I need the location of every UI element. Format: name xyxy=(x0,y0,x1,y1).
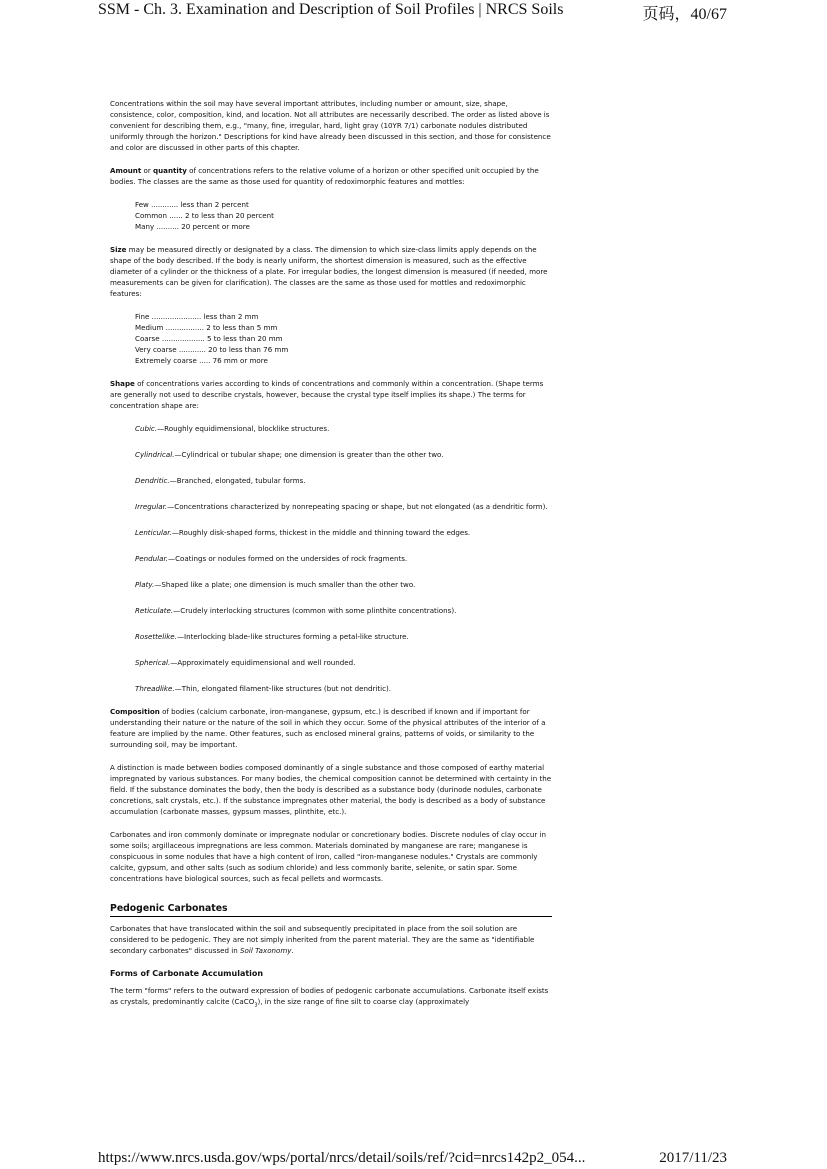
shape-item-term: Irregular. xyxy=(135,502,168,511)
shape-item xyxy=(135,501,552,512)
shape-item-desc: —Coatings or nodules formed on the undersides of rock fragments. xyxy=(167,554,408,563)
pedogenic-text-end: . xyxy=(291,946,294,955)
page-header xyxy=(0,0,827,22)
distinction-paragraph: A distinction is made between bodies composed dominantly of a single substance and those composed of earthy material impregnated by various substances. For many bodies, the chemical composition cannot be determined with certainty in the field. If the substance dominates the body, then the body is described as a substance body (durinode nodules, carbonate concretions, salt crystals, etc.). If the substance impregnates other material, the body is described as a body of substance accumulation (carbonate masses, gypsum masses, plinthite, etc.). xyxy=(110,763,552,816)
list-item: Medium ................. 2 to less than 5 mm xyxy=(135,323,278,332)
list-item: Many .......... 20 percent or more xyxy=(135,222,250,231)
forms-text: The term "forms" refers to the outward expression of bodies of pedogenic carbonate accumulations. Carbonate itself exists as crystals, predominantly calcite (CaCO xyxy=(110,986,549,1006)
shape-item-desc: —Interlocking blade-like structures forming a petal-like structure. xyxy=(176,632,409,641)
shape-item-term: Dendritic. xyxy=(135,476,170,485)
shape-item xyxy=(135,657,552,668)
shape-paragraph xyxy=(110,378,552,411)
list-item: Few ............ less than 2 percent xyxy=(135,200,249,209)
soil-taxonomy-reference: Soil Taxonomy xyxy=(240,946,292,955)
size-class-list xyxy=(135,311,552,366)
list-item: Fine ...................... less than 2 mm xyxy=(135,312,259,321)
composition-term: Composition xyxy=(110,707,160,716)
composition-paragraph xyxy=(110,706,552,750)
shape-item-desc: —Branched, elongated, tubular forms. xyxy=(169,476,306,485)
pedogenic-paragraph xyxy=(110,923,552,956)
footer-date: 2017/11/23 xyxy=(659,1150,727,1166)
shape-item-term: Platy. xyxy=(135,580,155,589)
forms-paragraph xyxy=(110,985,552,1011)
shape-text: of concentrations varies according to kinds of concentrations and commonly within a concentration. (Shape terms are generally not used to describe crystals, however, because the crystal type itself implies its shape.) The terms for concentration shape are: xyxy=(110,379,544,410)
list-item: Extremely coarse ..... 76 mm or more xyxy=(135,356,268,365)
shape-item-desc: —Thin, elongated filament-like structures (but not dendritic). xyxy=(174,684,392,693)
shape-item xyxy=(135,553,552,564)
size-term: Size xyxy=(110,245,127,254)
shape-item-term: Threadlike. xyxy=(135,684,175,693)
shape-item-term: Pendular. xyxy=(135,554,168,563)
shape-item-desc: —Roughly equidimensional, blocklike structures. xyxy=(157,424,330,433)
page-footer xyxy=(0,1150,827,1169)
shape-item xyxy=(135,449,552,460)
shape-item-desc: —Crudely interlocking structures (common with some plinthite concentrations). xyxy=(173,606,457,615)
amount-or: or xyxy=(141,166,154,175)
header-title: SSM - Ch. 3. Examination and Description of Soil Profiles | NRCS Soils xyxy=(98,1,564,18)
size-paragraph xyxy=(110,244,552,299)
amount-term: Amount xyxy=(110,166,142,175)
shape-item-desc: —Cylindrical or tubular shape; one dimension is greater than the other two. xyxy=(174,450,444,459)
forms-text-end: ), in the size range of fine silt to coarse clay (approximately xyxy=(257,997,470,1006)
shape-item-desc: —Shaped like a plate; one dimension is much smaller than the other two. xyxy=(154,580,416,589)
amount-paragraph xyxy=(110,165,552,187)
intro-paragraph: Concentrations within the soil may have several important attributes, including number or amount, size, shape, consistence, color, composition, kind, and location. Not all attributes are necessarily described. The order as listed above is convenient for describing them, e.g., "many, fine, irregular, hard, light gray (10YR 7/1) carbonate nodules distributed uniformly through the horizon." Descriptions for kind have already been discussed in this section, and those for consistence and color are discussed in other parts of this chapter. xyxy=(110,99,551,152)
shape-item-desc: —Roughly disk-shaped forms, thickest in the middle and thinning toward the edges. xyxy=(171,528,471,537)
forms-subscript: 3 xyxy=(254,1002,258,1009)
shape-term: Shape xyxy=(110,379,135,388)
size-text: may be measured directly or designated by a class. The dimension to which size-class limits apply depends on the shape of the body described. If the body is nearly uniform, the shortest dimension is measured, such as the effective diameter of a cylinder or the thickness of a plate. For irregular bodies, the longest dimension is measured (if needed, more measurements can be given for clarification). The classes are the same as those used for mottles and redoximorphic features: xyxy=(110,245,548,298)
shape-item-desc: —Approximately equidimensional and well rounded. xyxy=(170,658,356,667)
shape-item xyxy=(135,605,552,616)
amount-class-list xyxy=(135,199,552,232)
shape-item-term: Spherical. xyxy=(135,658,171,667)
carbonates-paragraph: Carbonates and iron commonly dominate or impregnate nodular or concretionary bodies. Discrete nodules of clay occur in some soils; argillaceous impregnations are less common. Materials dominated by manganese are rare; manganese is conspicuous in some nodules that have a high content of iron, called "iron-manganese nodules." Crystals are commonly calcite, gypsum, and other salts (such as sodium chloride) and less commonly barite, selenite, or satin spar. Some concentrations have biological sources, such as fecal pellets and wormcasts. xyxy=(110,830,546,883)
subsection-heading-forms: Forms of Carbonate Accumulation xyxy=(110,969,264,978)
shape-item xyxy=(135,527,552,538)
shape-item-desc: —Concentrations characterized by nonrepeating spacing or shape, but not elongated (as a dendritic form). xyxy=(167,502,548,511)
quantity-term: quantity xyxy=(153,166,187,175)
document-body xyxy=(110,98,552,1011)
shape-item xyxy=(135,423,552,434)
shape-item xyxy=(135,475,552,486)
footer-url: https://www.nrcs.usda.gov/wps/portal/nrcs/detail/soils/ref/?cid=nrcs142p2_054... xyxy=(98,1150,586,1166)
pedogenic-text: Carbonates that have translocated within the soil and subsequently precipitated in place from the soil solution are considered to be pedogenic. They are not simply inherited from the parent material. They are the same as "identifiable secondary carbonates" discussed in xyxy=(110,924,535,955)
shape-item-term: Rosettelike. xyxy=(135,632,177,641)
amount-text: of concentrations refers to the relative volume of a horizon or other specified unit occupied by the bodies. The classes are the same as those used for quantity of redoximorphic features and mottles: xyxy=(110,166,539,186)
section-heading-pedogenic-carbonates: Pedogenic Carbonates xyxy=(110,903,552,917)
shape-item xyxy=(135,579,552,590)
shape-item xyxy=(135,631,552,642)
header-page-number: 页码，40/67 xyxy=(642,6,727,23)
shape-item-term: Reticulate. xyxy=(135,606,174,615)
list-item: Very coarse ............ 20 to less than 76 mm xyxy=(135,345,289,354)
composition-text: of bodies (calcium carbonate, iron-manganese, gypsum, etc.) is described if known and if important for understanding their nature or the nature of the soil in which they occur. Some of the physical attributes of the interior of a feature are implied by the name. Other features, such as enclosed mineral grains, patterns of voids, or similarity to the surrounding soil, may be important. xyxy=(110,707,546,749)
list-item: Common ...... 2 to less than 20 percent xyxy=(135,211,274,220)
shape-item-term: Cylindrical. xyxy=(135,450,175,459)
shape-item-term: Cubic. xyxy=(135,424,158,433)
shape-item xyxy=(135,683,552,694)
list-item: Coarse ................... 5 to less than 20 mm xyxy=(135,334,283,343)
shape-item-term: Lenticular. xyxy=(135,528,172,537)
shape-term-list xyxy=(135,423,552,694)
